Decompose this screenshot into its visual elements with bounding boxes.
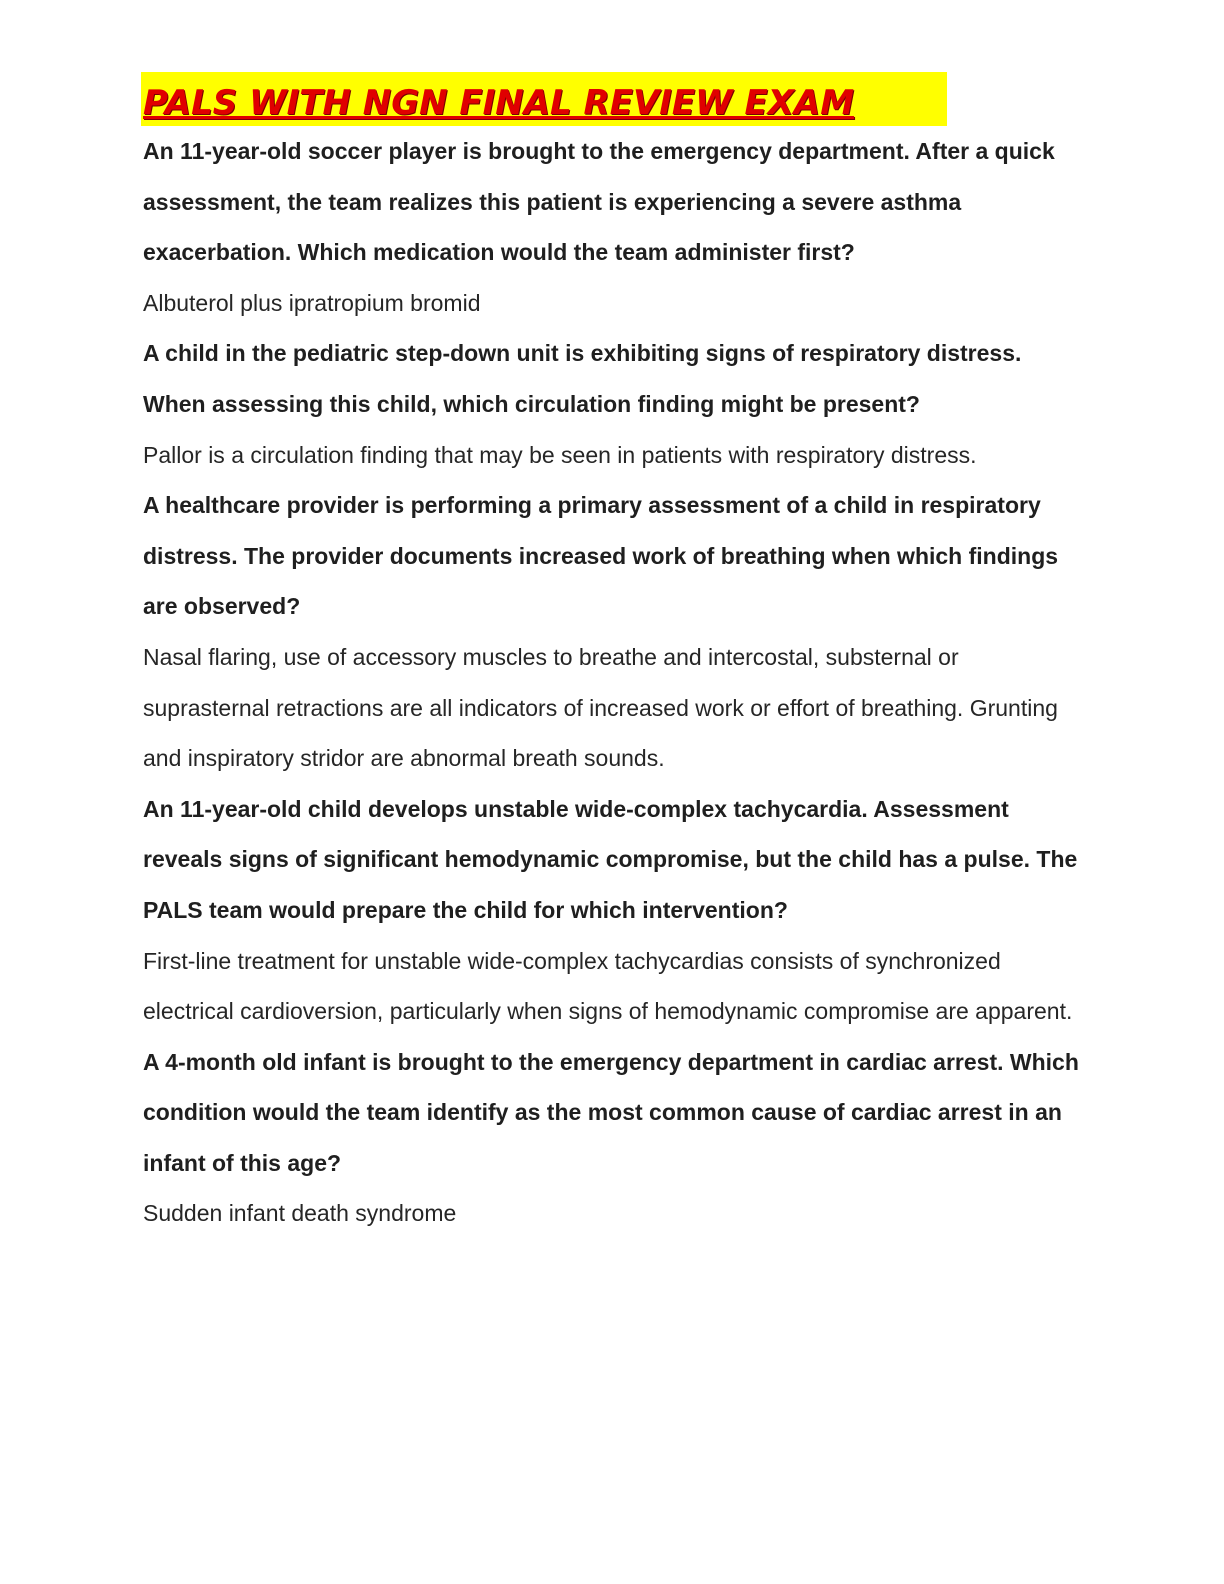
answer-4: First-line treatment for unstable wide-complex tachycardias consists of synchronized electrical cardioversion, particularly when signs of hemodynamic compromise are apparent. <box>143 947 1073 1025</box>
qa-list <box>143 126 1083 1239</box>
answer-2: Pallor is a circulation finding that may be seen in patients with respiratory distress. <box>143 441 977 468</box>
question-2: A child in the pediatric step-down unit is exhibiting signs of respiratory distress. When assessing this child, which circulation finding might be present? <box>143 340 1022 417</box>
question-5: A 4-month old infant is brought to the emergency department in cardiac arrest. Which condition would the team identify as the most common cause of cardiac arrest in an infant of this age? <box>143 1048 1079 1176</box>
question-1: An 11-year-old soccer player is brought to the emergency department. After a quick assessment, the team realizes this patient is experiencing a severe asthma exacerbation. Which medication would the team administer first? <box>143 138 1055 266</box>
answer-3: Nasal flaring, use of accessory muscles to breathe and intercostal, substernal or suprasternal retractions are all indicators of increased work or effort of breathing. Grunting and inspiratory stridor are abnormal breath sounds. <box>143 643 1058 772</box>
document-title: PALS WITH NGN FINAL REVIEW EXAM <box>143 83 855 123</box>
answer-5: Sudden infant death syndrome <box>143 1200 457 1227</box>
document-page <box>143 72 1083 1239</box>
answer-1: Albuterol plus ipratropium bromid <box>143 289 481 316</box>
title-highlight <box>141 72 947 126</box>
question-4: An 11-year-old child develops unstable wide-complex tachycardia. Assessment reveals signs of significant hemodynamic compromise, but the child has a pulse. The PALS team would prepare the child for which intervention? <box>143 795 1078 923</box>
question-3: A healthcare provider is performing a primary assessment of a child in respiratory distress. The provider documents increased work of breathing when which findings are observed? <box>143 492 1059 620</box>
